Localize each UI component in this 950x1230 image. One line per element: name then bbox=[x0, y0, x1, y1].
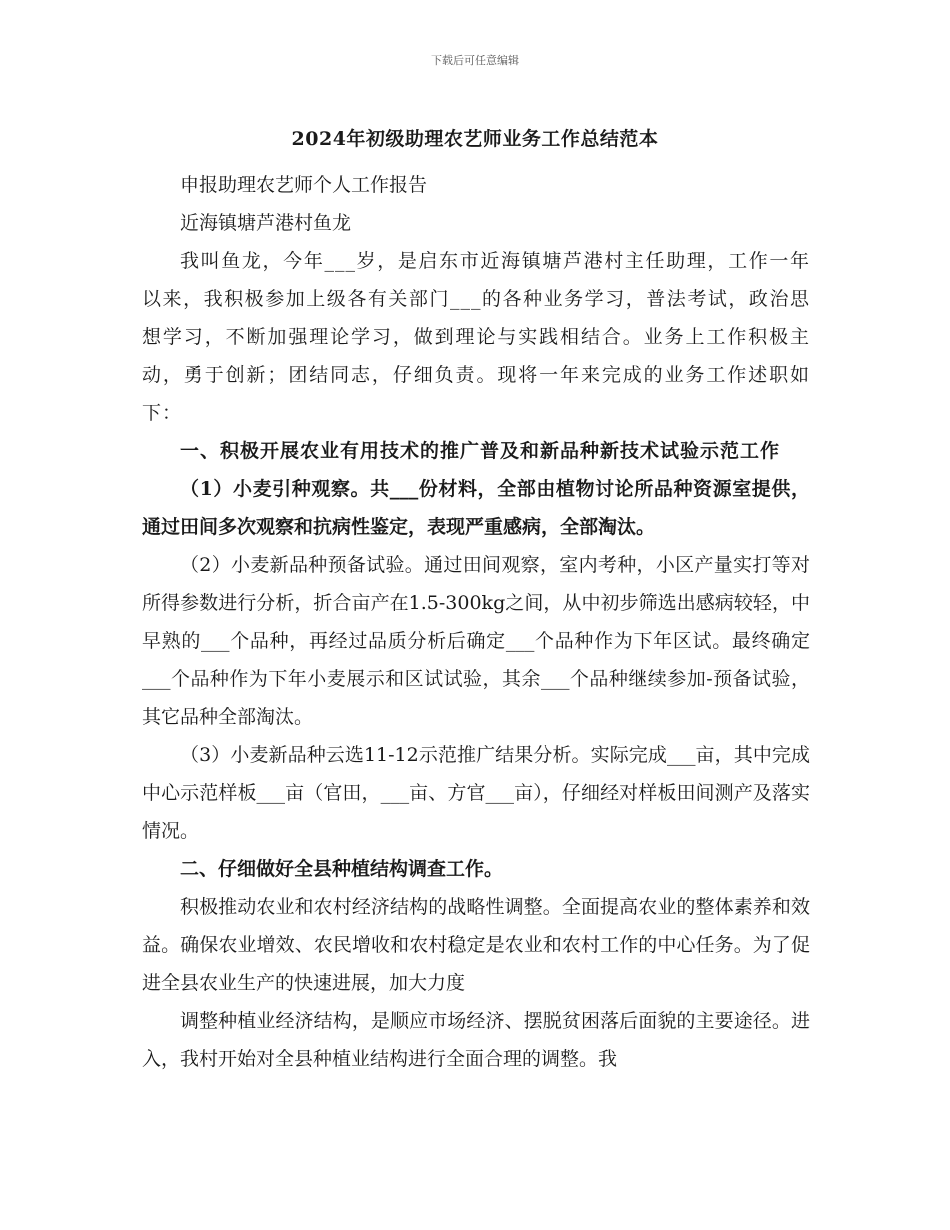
document-body bbox=[142, 166, 810, 1078]
paragraph-planting-adjustment: 调整种植业经济结构，是顺应市场经济、摆脱贫困落后面貌的主要途径。进入，我村开始对全县种植业结构进行全面合理的调整。我 bbox=[142, 1010, 810, 1070]
paragraph-item-1: （1）小麦引种观察。共___份材料，全部由植物讨论所品种资源室提供，通过田间多次观察和抗病性鉴定，表现严重感病，全部淘汰。 bbox=[142, 478, 810, 538]
paragraph-report-title: 申报助理农艺师个人工作报告 bbox=[180, 174, 428, 196]
document-title: 2024年初级助理农艺师业务工作总结范本 bbox=[291, 128, 659, 150]
section-heading-2: 二、仔细做好全县种植结构调查工作。 bbox=[180, 858, 504, 880]
paragraph-intro: 我叫鱼龙，今年___岁，是启东市近海镇塘芦港村主任助理，工作一年以来，我积极参加上级各有关部门___的各种业务学习，普法考试，政治思想学习，不断加强理论学习，做到理论与实践相结合。业务上工作积极主动，勇于创新；团结同志，仔细负责。现将一年来完成的业务工作述职如下： bbox=[142, 250, 810, 424]
paragraph-structure-adjustment: 积极推动农业和农村经济结构的战略性调整。全面提高农业的整体素养和效益。确保农业增效、农民增收和农村稳定是农业和农村工作的中心任务。为了促进全县农业生产的快速进展，加大力度 bbox=[142, 896, 810, 994]
section-heading-1: 一、积极开展农业有用技术的推广普及和新品种新技术试验示范工作 bbox=[180, 440, 781, 462]
paragraph-item-2: （2）小麦新品种预备试验。通过田间观察，室内考种，小区产量实打等对所得参数进行分析，折合亩产在1.5-300kg之间，从中初步筛选出感病较轻，中早熟的___个品种，再经过品质分析后确定___个品种作为下年区试。最终确定___个品种作为下年小麦展示和区试试验，其余___个品种继续参加-预备试验，其它品种全部淘汰。 bbox=[142, 554, 810, 728]
header-note: 下载后可任意编辑 bbox=[431, 54, 519, 67]
paragraph-item-3: （3）小麦新品种云选11-12示范推广结果分析。实际完成___亩，其中完成中心示范样板___亩（官田，___亩、方官___亩），仔细经对样板田间测产及落实情况。 bbox=[142, 744, 810, 842]
paragraph-author-line: 近海镇塘芦港村鱼龙 bbox=[180, 212, 352, 234]
